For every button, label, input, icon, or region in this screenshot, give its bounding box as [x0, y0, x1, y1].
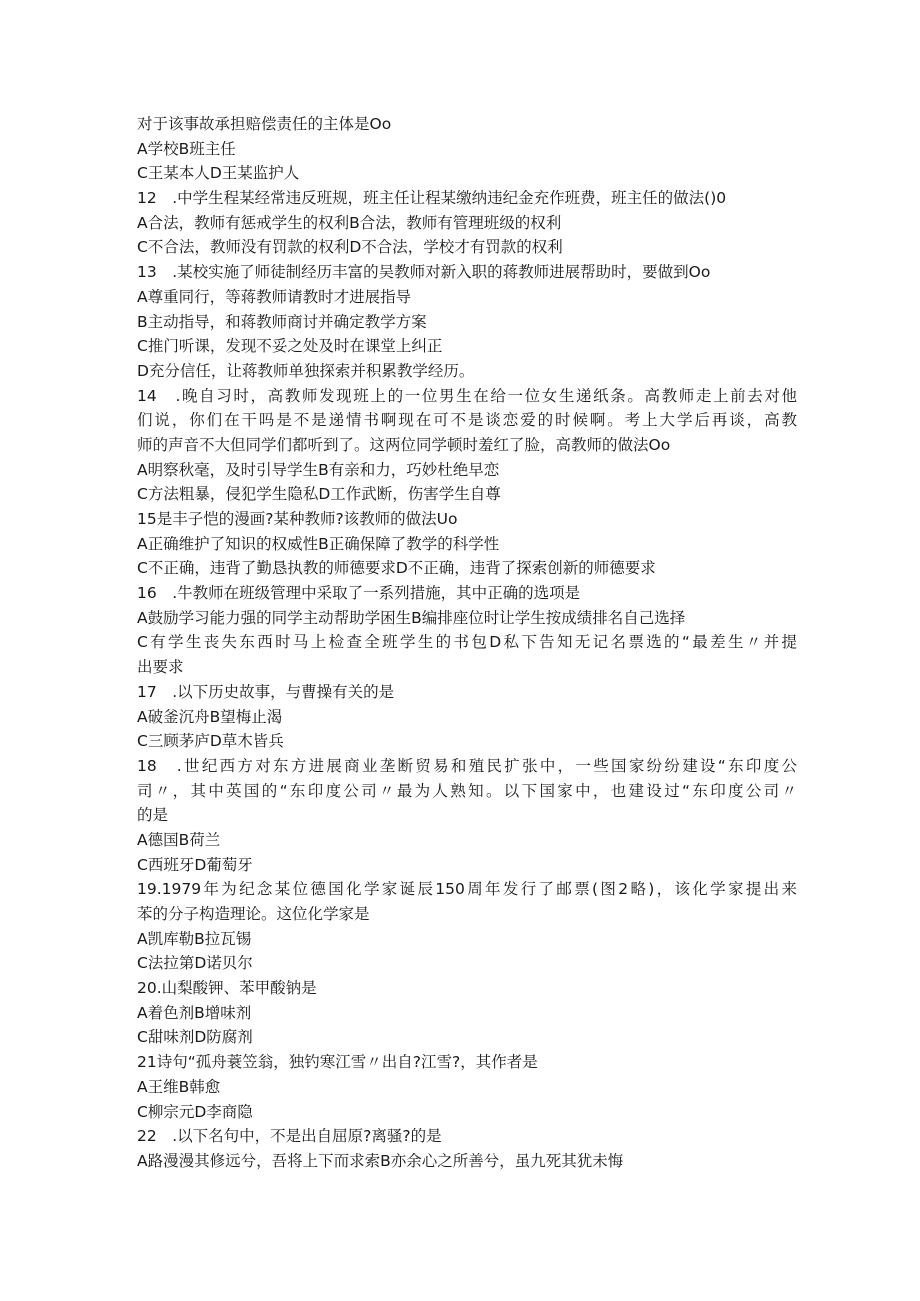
option-line: A鼓励学习能力强的同学主动帮助学困生B编排座位时让学生按成绩排名自己选择 [137, 608, 686, 627]
option-line: C三顾茅庐D草木皆兵 [137, 732, 284, 751]
question-15: 15是丰子恺的漫画?某种教师?该教师的做法Uo [137, 510, 458, 528]
question-14-cont: 们说，你们在干吗是不是递情书啊现在可不是谈恋爱的时候啊。考上大学后再谈，高教 [137, 411, 797, 430]
question-18-cont: 的是 [137, 806, 169, 825]
option-line: A路漫漫其修远兮，吾将上下而求索B亦余心之所善兮，虽九死其犹未悔 [137, 1151, 624, 1170]
option-line: C有学生丧失东西时马上检查全班学生的书包D私下告知无记名票选的“最差生〃并提 [137, 633, 797, 652]
option-line: A尊重同行，等蒋教师请教时才进展指导 [137, 287, 412, 306]
question-22: 22 .以下名句中，不是出自屈原?离骚?的是 [137, 1127, 442, 1146]
option-line: A学校B班主任 [137, 139, 236, 158]
option-line: C推门听课，发现不妥之处及时在课堂上纠正 [137, 337, 443, 356]
option-line: A着色剂B增味剂 [137, 1003, 252, 1022]
option-line: A德国B荷兰 [137, 830, 221, 849]
question-13: 13 .某校实施了师徒制经历丰富的吴教师对新入职的蒋教师进展帮助时，要做到Oo [137, 263, 711, 282]
question-20: 20.山梨酸钾、苯甲酸钠是 [137, 979, 317, 998]
option-line: C柳宗元D李商隐 [137, 1102, 253, 1121]
option-line: A凯库勒B拉瓦锡 [137, 929, 252, 948]
question-17: 17 .以下历史故事，与曹操有关的是 [137, 682, 395, 701]
option-line: C甜味剂D防腐剂 [137, 1028, 253, 1047]
question-19-cont: 苯的分子构造理论。这位化学家是 [137, 905, 370, 923]
question-14-cont: 师的声音不大但同学们都听到了。这两位同学顿时羞红了脸，高教师的做法Oo [137, 435, 671, 454]
document-body [137, 112, 797, 1174]
option-line: B主动指导，和蒋教师商讨并确定教学方案 [137, 312, 427, 331]
question-16: 16 .牛教师在班级管理中采取了一系列措施，其中正确的选项是 [137, 584, 581, 603]
option-line: A正确维护了知识的权威性B正确保障了教学的科学性 [137, 534, 500, 553]
option-line: C西班牙D葡萄牙 [137, 855, 253, 874]
option-line: A合法，教师有惩戒学生的权利B合法，教师有管理班级的权利 [137, 213, 562, 232]
option-line: C王某本人D王某监护人 [137, 164, 300, 183]
text-line: 对于该事故承担赔偿责任的主体是Oo [137, 115, 392, 133]
option-line: A王维B韩愈 [137, 1077, 221, 1096]
question-18: 18 .世纪西方对东方进展商业垄断贸易和殖民扩张中，一些国家纷纷建设“东印度公 [137, 756, 797, 775]
question-12: 12 .中学生程某经常违反班规，班主任让程某缴纳违纪金充作班费，班主任的做法()0 [137, 189, 727, 208]
question-18-cont: 司〃，其中英国的“东印度公司〃最为人熟知。以下国家中，也建设过“东印度公司〃 [137, 781, 797, 800]
question-21: 21诗句“孤舟蓑笠翁，独钓寒江雪〃出自?江雪?，其作者是 [137, 1053, 538, 1072]
option-line: C不正确，违背了勤恳执教的师德要求D不正确，违背了探索创新的师德要求 [137, 559, 656, 578]
option-line: C方法粗暴，侵犯学生隐私D工作武断，伤害学生自尊 [137, 485, 501, 504]
option-line: D充分信任，让蒋教师单独探索并积累教学经历。 [137, 361, 475, 380]
option-line: A明察秋毫，及时引导学生B有亲和力，巧妙杜绝早恋 [137, 460, 500, 479]
option-line: C法拉第D诺贝尔 [137, 954, 253, 973]
option-line: A破釜沉舟B望梅止渴 [137, 707, 283, 726]
question-14: 14 .晚自习时，高教师发现班上的一位男生在给一位女生递纸条。高教师走上前去对他 [137, 386, 797, 405]
option-line-cont: 出要求 [137, 658, 184, 677]
option-line: C不合法，教师没有罚款的权利D不合法，学校才有罚款的权利 [137, 238, 563, 257]
question-19: 19.1979年为纪念某位德国化学家诞辰150周年发行了邮票(图2略)，该化学家提出来 [137, 880, 797, 899]
